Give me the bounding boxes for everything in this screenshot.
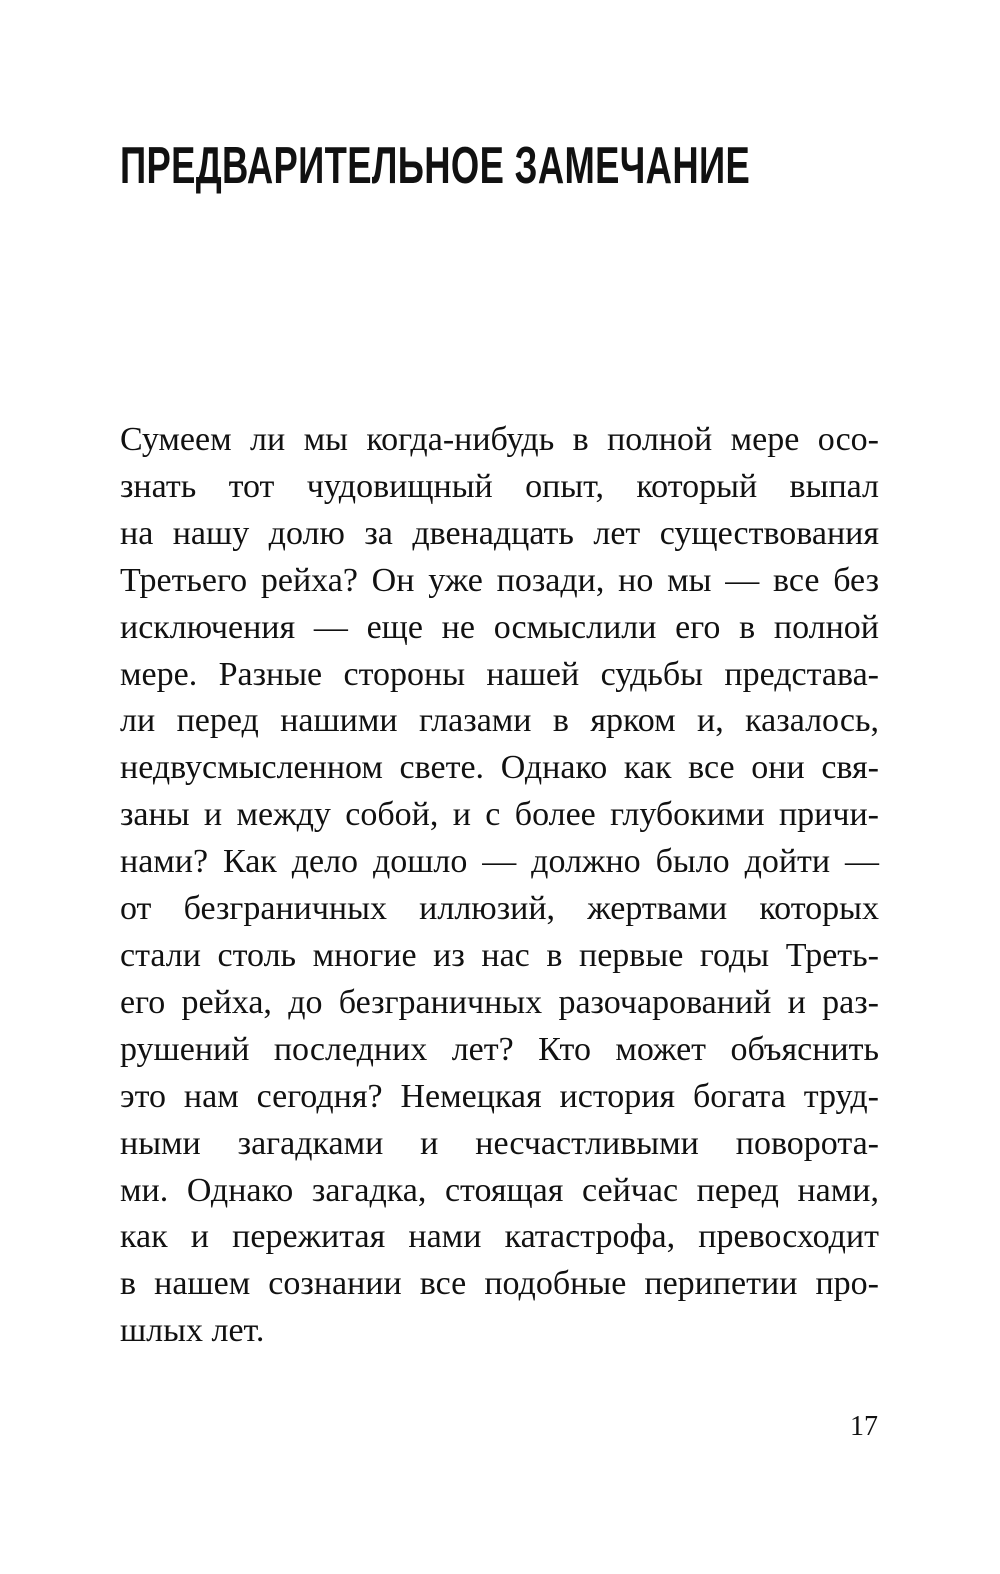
- paragraph-line: как и пережитая нами катастрофа, превосходит: [120, 1218, 879, 1256]
- paragraph-line: на нашу долю за двенадцать лет существования: [120, 514, 879, 552]
- paragraph-line: недвусмысленном свете. Однако как все они свя-: [120, 749, 879, 787]
- paragraph-line: нами? Как дело дошло — должно было дойти —: [120, 843, 879, 881]
- paragraph-line: его рейха, до безграничных разочарований и раз-: [120, 983, 879, 1021]
- paragraph-line: мере. Разные стороны нашей судьбы представа-: [120, 655, 879, 693]
- body-paragraph: [120, 417, 879, 1357]
- paragraph-line: шлых лет.: [120, 1312, 265, 1350]
- paragraph-line: ными загадками и несчастливыми поворота-: [120, 1124, 879, 1162]
- paragraph-line: ли перед нашими глазами в ярком и, казалось,: [120, 702, 879, 740]
- paragraph-line: это нам сегодня? Немецкая история богата труд-: [120, 1077, 879, 1115]
- paragraph-line: стали столь многие из нас в первые годы Треть-: [120, 936, 879, 974]
- paragraph-line: от безграничных иллюзий, жертвами которых: [120, 890, 879, 928]
- paragraph-line: ми. Однако загадка, стоящая сейчас перед нами,: [120, 1171, 879, 1209]
- page-number: 17: [850, 1411, 878, 1442]
- paragraph-line: исключения — еще не осмыслили его в полной: [120, 608, 879, 646]
- paragraph-line: Третьего рейха? Он уже позади, но мы — все без: [120, 561, 879, 599]
- paragraph-line: в нашем сознании все подобные перипетии про-: [120, 1265, 879, 1303]
- paragraph-line: знать тот чудовищный опыт, который выпал: [120, 467, 879, 505]
- chapter-title: ПРЕДВАРИТЕЛЬНОЕ ЗАМЕЧАНИЕ: [120, 137, 751, 195]
- paragraph-line: заны и между собой, и с более глубокими причи-: [120, 796, 879, 834]
- paragraph-line: рушений последних лет? Кто может объяснить: [120, 1030, 879, 1068]
- paragraph-line: Сумеем ли мы когда-нибудь в полной мере осо-: [120, 421, 879, 458]
